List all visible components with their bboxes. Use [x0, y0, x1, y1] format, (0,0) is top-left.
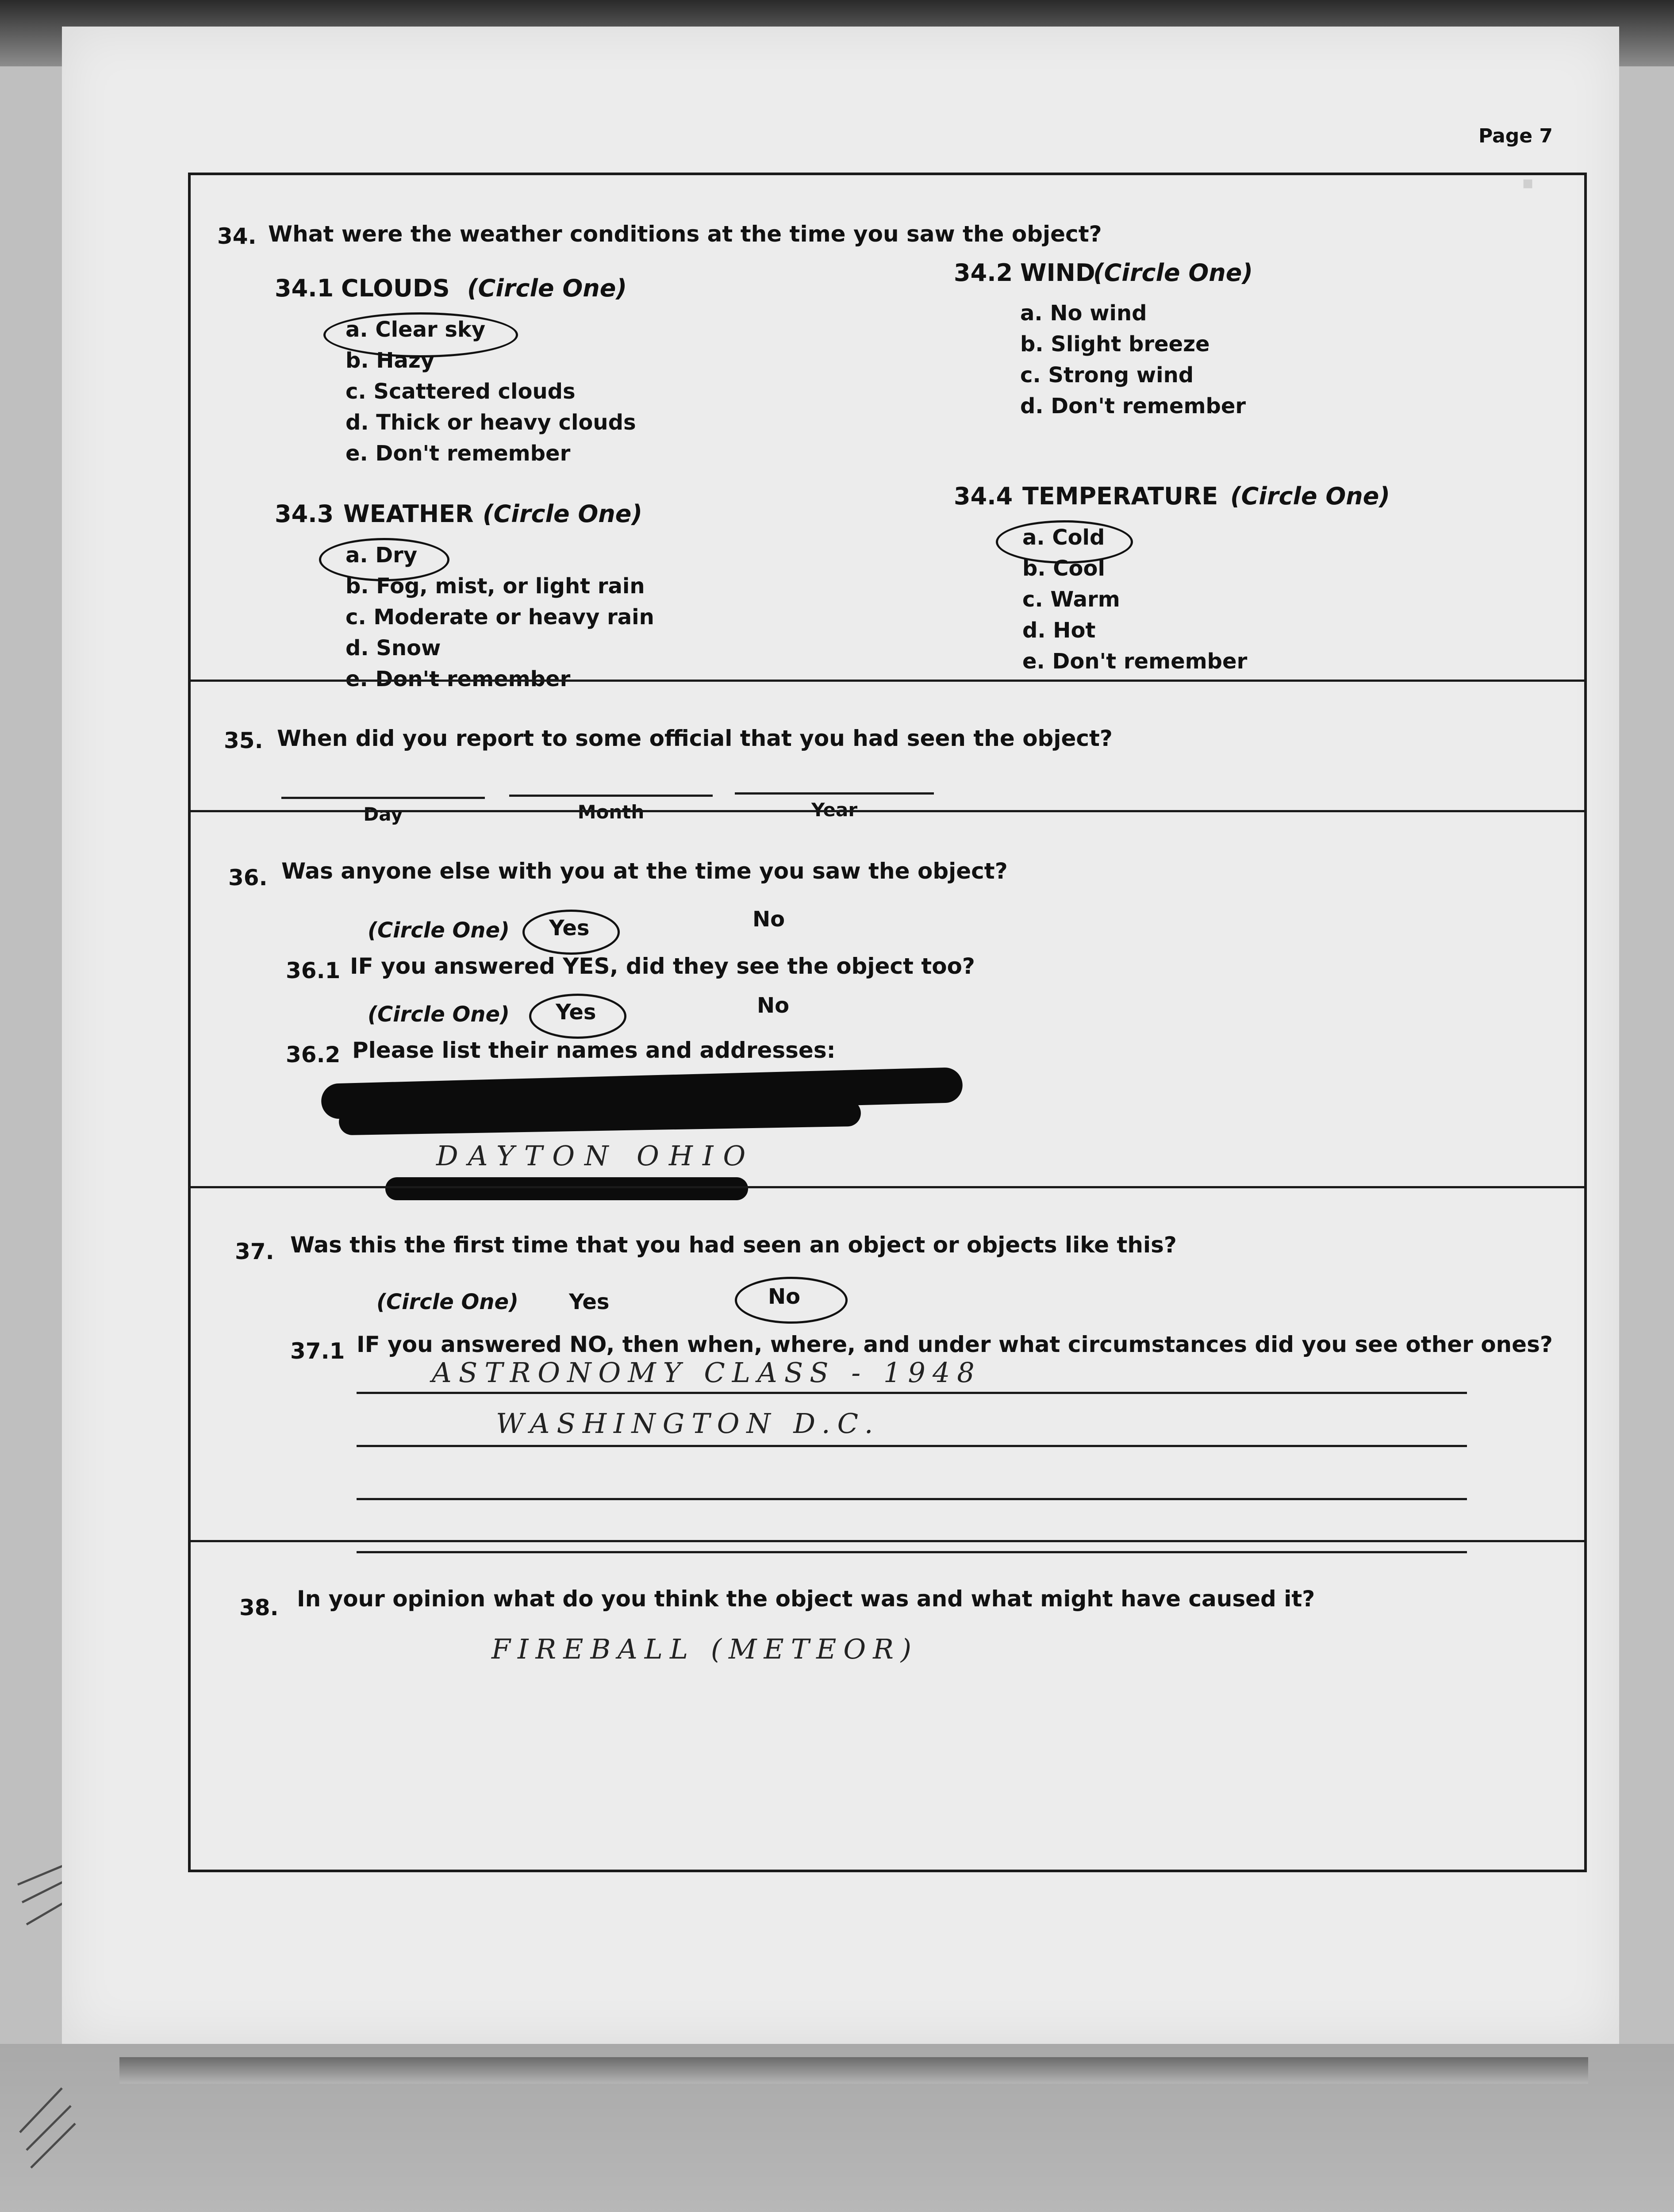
answer-line-2[interactable] [357, 1445, 1467, 1447]
answer-line-1[interactable] [357, 1392, 1467, 1394]
temperature-instruction: (Circle One) [1230, 482, 1390, 510]
question-37-yes[interactable]: Yes [569, 1290, 610, 1314]
weather-number: 34.3 [275, 500, 334, 528]
question-36-2-number: 36.2 [286, 1042, 341, 1068]
clouds-number: 34.1 [275, 274, 334, 302]
temperature-option-b[interactable]: b. Cool [1022, 556, 1105, 581]
temperature-option-a[interactable]: a. Cold [1022, 525, 1105, 550]
question-37-circle-label: (Circle One) [376, 1290, 518, 1314]
clouds-option-b[interactable]: b. Hazy [346, 348, 435, 373]
page-edge-shadow [119, 2057, 1588, 2084]
day-label: Day [363, 803, 403, 825]
question-36-1-no[interactable]: No [757, 993, 790, 1018]
year-label: Year [811, 799, 858, 821]
clouds-option-e[interactable]: e. Don't remember [346, 441, 571, 466]
question-37-1-number: 37.1 [290, 1338, 345, 1364]
answer-37-line2-text: WASHINGTON D.C. [496, 1407, 880, 1440]
divider-36-37 [191, 1186, 1584, 1188]
question-37-text: Was this the first time that you had seen an object or objects like this? [290, 1232, 1177, 1258]
wind-heading: WIND [1020, 259, 1095, 287]
question-35-text: When did you report to some official that you had seen the object? [277, 726, 1113, 751]
weather-option-c[interactable]: c. Moderate or heavy rain [346, 605, 654, 630]
answer-line-3[interactable] [357, 1498, 1467, 1500]
question-36-no[interactable]: No [753, 907, 785, 932]
wind-option-b[interactable]: b. Slight breeze [1020, 332, 1210, 357]
redaction-bar-extra [385, 1177, 748, 1200]
question-37-no[interactable]: No [768, 1284, 801, 1309]
clouds-option-c[interactable]: c. Scattered clouds [346, 379, 576, 404]
question-36-1-yes[interactable]: Yes [556, 1000, 596, 1025]
question-38-number: 38. [239, 1595, 279, 1621]
question-36-1-circle-label: (Circle One) [368, 1002, 510, 1027]
answer-line-4[interactable] [357, 1551, 1467, 1553]
bleed-through-mark: ▪ [1522, 173, 1534, 193]
month-field[interactable] [509, 795, 713, 797]
day-field[interactable] [281, 797, 485, 799]
clouds-instruction: (Circle One) [467, 274, 627, 302]
wind-option-a[interactable]: a. No wind [1020, 301, 1147, 326]
clouds-heading: CLOUDS [341, 274, 450, 302]
answer-37-line1-text: ASTRONOMY CLASS - 1948 [432, 1356, 982, 1389]
weather-option-d[interactable]: d. Snow [346, 636, 441, 661]
question-34-text: What were the weather conditions at the time you saw the object? [268, 221, 1102, 247]
month-label: Month [577, 801, 645, 823]
page-number: Page 7 [1478, 125, 1553, 147]
question-36-circle-label: (Circle One) [368, 918, 510, 943]
temperature-option-e[interactable]: e. Don't remember [1022, 649, 1248, 674]
temperature-heading: TEMPERATURE [1022, 482, 1218, 510]
question-38-text: In your opinion what do you think the object was and what might have caused it? [297, 1586, 1315, 1612]
temperature-number: 34.4 [954, 482, 1013, 510]
answer-38-text: FIREBALL (METEOR) [491, 1633, 919, 1665]
question-36-1-text: IF you answered YES, did they see the object too? [350, 953, 975, 979]
wind-option-d[interactable]: d. Don't remember [1020, 394, 1246, 419]
answer-38-area[interactable] [297, 1688, 1447, 1690]
question-37-number: 37. [235, 1239, 274, 1264]
wind-number: 34.2 [954, 259, 1013, 287]
question-36-1-number: 36.1 [286, 958, 341, 983]
year-field[interactable] [735, 792, 934, 795]
temperature-option-d[interactable]: d. Hot [1022, 618, 1096, 643]
question-36-number: 36. [228, 865, 268, 891]
question-36-text: Was anyone else with you at the time you saw the object? [281, 858, 1008, 884]
question-37-1-text: IF you answered NO, then when, where, and under what circumstances did you see other ones? [357, 1332, 1553, 1357]
weather-option-b[interactable]: b. Fog, mist, or light rain [346, 574, 645, 599]
temperature-option-c[interactable]: c. Warm [1022, 587, 1120, 612]
question-36-2-text: Please list their names and addresses: [352, 1037, 836, 1063]
question-35-number: 35. [224, 728, 263, 753]
question-36-yes[interactable]: Yes [549, 916, 590, 941]
clouds-option-a[interactable]: a. Clear sky [346, 317, 486, 342]
wind-instruction: (Circle One) [1093, 259, 1253, 287]
clouds-option-d[interactable]: d. Thick or heavy clouds [346, 410, 636, 435]
wind-option-c[interactable]: c. Strong wind [1020, 363, 1194, 388]
question-34-number: 34. [217, 223, 257, 249]
form-page [62, 27, 1619, 2044]
weather-option-a[interactable]: a. Dry [346, 543, 418, 568]
questionnaire-form [188, 173, 1587, 1872]
divider-37-38 [191, 1540, 1584, 1542]
weather-option-e[interactable]: e. Don't remember [346, 667, 571, 691]
divider-35-36 [191, 810, 1584, 812]
divider-34-35 [191, 680, 1584, 682]
weather-heading: WEATHER [343, 500, 474, 528]
weather-instruction: (Circle One) [483, 500, 643, 528]
handwritten-city: DAYTON OHIO [436, 1140, 756, 1172]
